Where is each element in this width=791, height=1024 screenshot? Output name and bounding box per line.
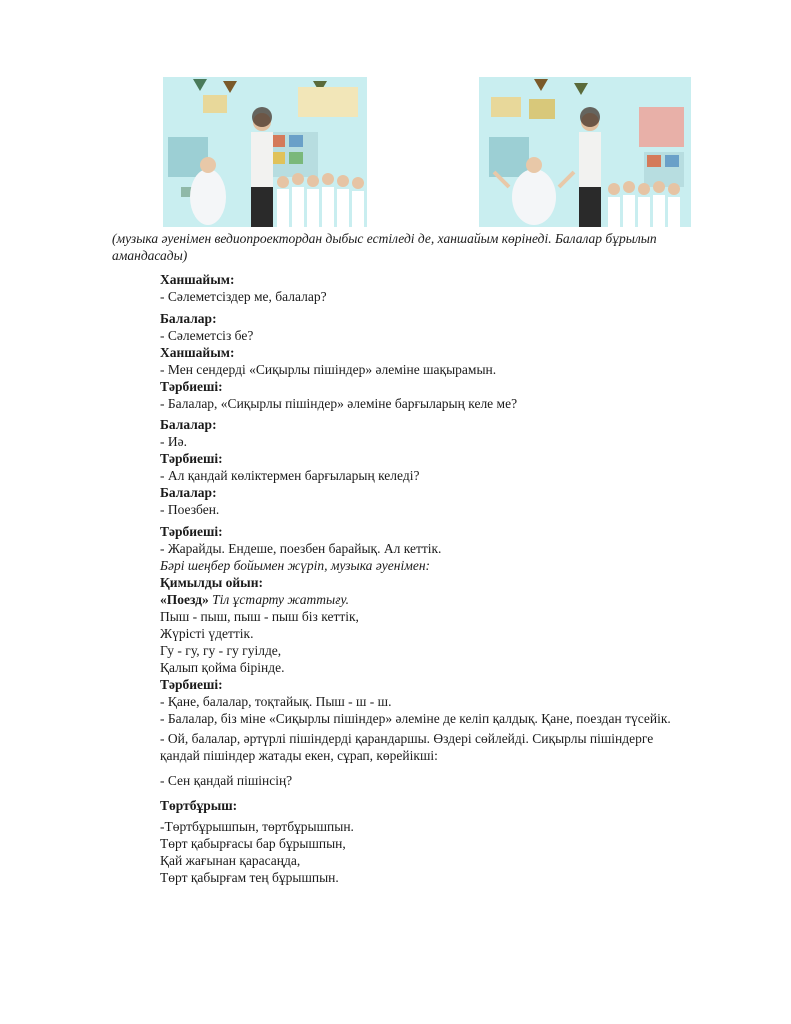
dialogue-line: - Қане, балалар, тоқтайық. Пыш - ш - ш. (160, 694, 392, 709)
dialogue-line: - Сәлеметсіз бе? (160, 328, 254, 343)
classroom-photo-right (479, 77, 691, 227)
speaker-label: Тәрбиеші: (160, 451, 223, 466)
dialogue-line: - Сен қандай пішінсің? (160, 773, 293, 788)
dialogue-block-5 (160, 730, 740, 764)
rhyme-line: -Төртбұрышпын, төртбұрышпын. (160, 819, 354, 834)
speaker-label: Ханшайым: (160, 272, 235, 287)
speaker-label: Балалар: (160, 485, 217, 500)
dialogue-block-1 (160, 271, 740, 305)
rhyme-line: Төрт қабырғам тең бұрышпын. (160, 870, 339, 885)
speaker-label: Балалар: (160, 311, 217, 326)
dialogue-line: - Мен сендерді «Сиқырлы пішіндер» әлеміне шақырамын. (160, 362, 497, 377)
dialogue-line: - Сәлеметсіздер ме, балалар? (160, 289, 327, 304)
stage-direction: Бәрі шеңбер бойымен жүріп, музыка әуенімен: (160, 558, 431, 573)
game-title-line (160, 591, 740, 608)
dialogue-line: - Поезбен. (160, 502, 220, 517)
rhyme-block (160, 818, 740, 886)
poem-line: Пыш - пыш, пыш - пыш біз кеттік, (160, 609, 359, 624)
dialogue-block-4 (160, 523, 740, 727)
dialogue-block-3 (160, 416, 740, 518)
speaker-label: Қимылды ойын: (160, 575, 263, 590)
dialogue-line: - Ал қандай көліктермен барғыларың келеді? (160, 468, 420, 483)
stage-direction-caption: (музыка әуенімен ведиопроектордан дыбыс естіледі де, ханшайым көрінеді. Балалар бұрылып амандасады) (112, 231, 657, 263)
rhyme-line: Төрт қабырғасы бар бұрышпын, (160, 836, 346, 851)
dialogue-line: қандай пішіндер жатады екен, сұрап, көрейікші: (160, 748, 438, 763)
classroom-photo-left (163, 77, 367, 227)
poem-line: Қалып қойма бірінде. (160, 660, 285, 675)
game-title: «Поезд» (160, 592, 209, 607)
dialogue-block-2 (160, 310, 740, 412)
speaker-label: Төртбұрыш: (160, 798, 238, 813)
speaker-label: Тәрбиеші: (160, 379, 223, 394)
dialogue-line: - Ой, балалар, әртүрлі пішіндерді қарандаршы. Өздері сөйлейді. Сиқырлы пішіндерге (160, 731, 654, 746)
dialogue-line: - Жарайды. Ендеше, поезбен барайық. Ал кеттік. (160, 541, 442, 556)
speaker-label: Ханшайым: (160, 345, 235, 360)
speaker-label: Тәрбиеші: (160, 524, 223, 539)
dialogue-block-7 (160, 797, 740, 814)
speaker-label: Тәрбиеші: (160, 677, 223, 692)
poem-line: Жүрісті үдеттік. (160, 626, 254, 641)
game-subtitle: Тіл ұстарту жаттығу. (212, 592, 349, 607)
rhyme-line: Қай жағынан қарасаңда, (160, 853, 301, 868)
dialogue-line: - Балалар, «Сиқырлы пішіндер» әлеміне барғыларың келе ме? (160, 396, 518, 411)
dialogue-block-6 (160, 772, 740, 789)
dialogue-line: - Иә. (160, 434, 187, 449)
speaker-label: Балалар: (160, 417, 217, 432)
dialogue-line: - Балалар, біз міне «Сиқырлы пішіндер» әлеміне де келіп қалдық. Қане, поездан түсейік. (160, 711, 671, 726)
poem-line: Гу - гу, гу - гу гуілде, (160, 643, 282, 658)
